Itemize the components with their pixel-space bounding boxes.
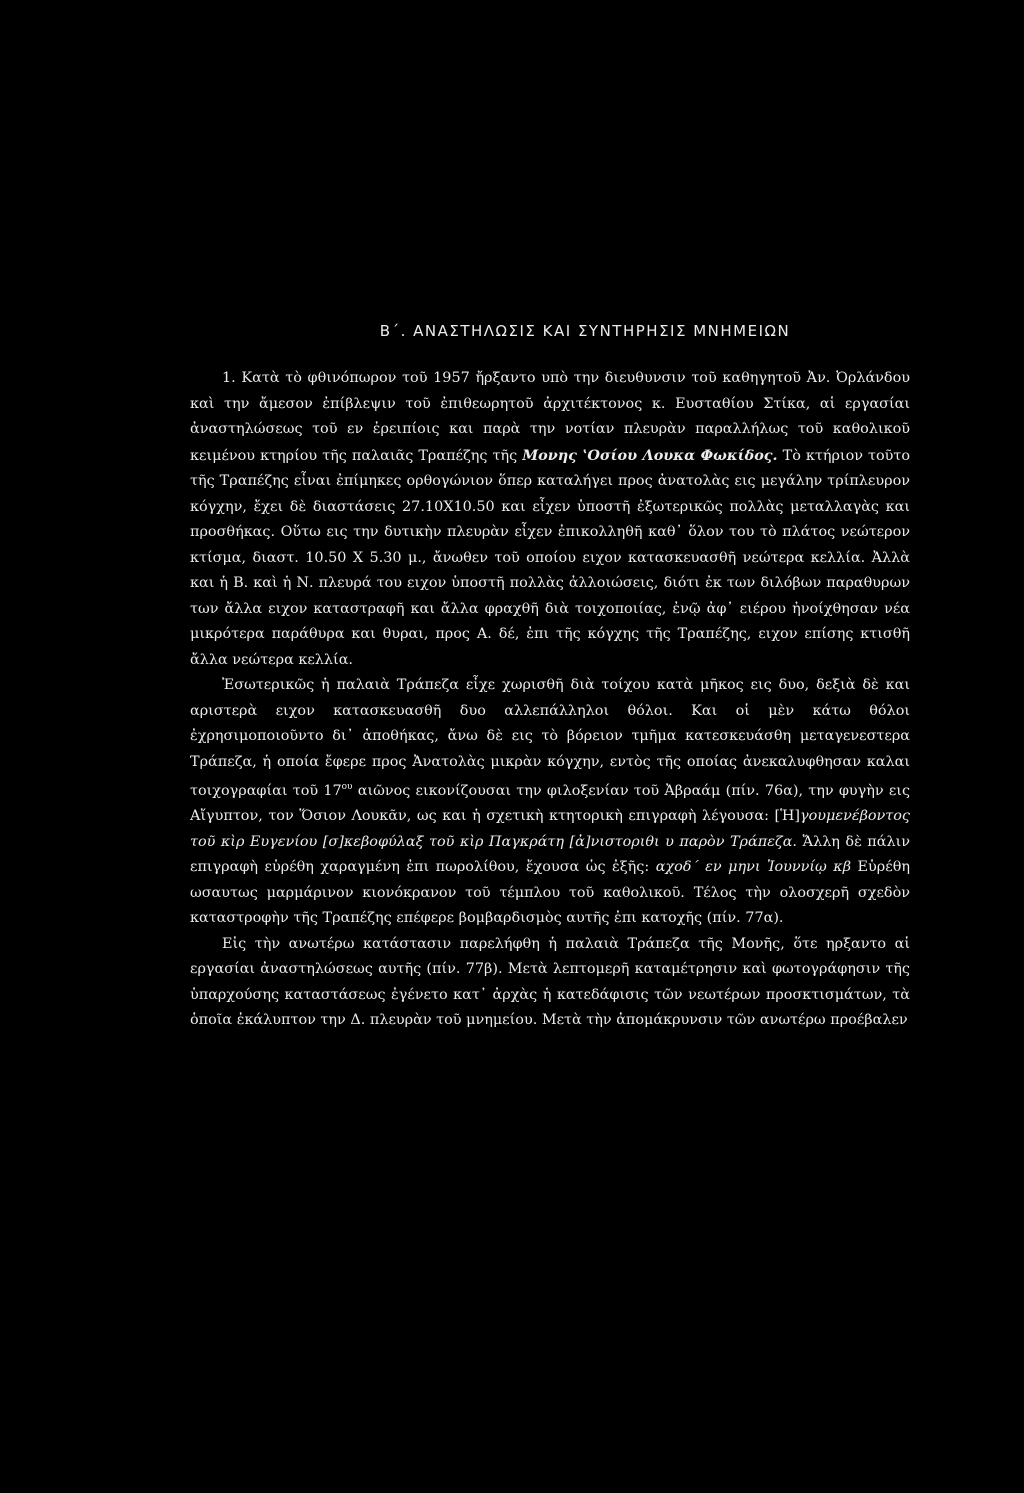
- paragraph-1-text: 1. Κατὰ τὸ φθινόπωρον τοῦ 1957 ἤρξαντο υπὸ την διευθυνσιν τοῦ καθηγητοῦ Ἀν. Ὀρλάνδου καὶ την ἄμεσον ἐπίβλεψιν τοῦ ἐπιθεωρητοῦ ἀρχιτέκτονος κ. Ευσταθίου Στίκα, αἱ εργασίαι ἀναστηλώσεως τοῦ εν ἐρειπίοις και παρὰ την νοτίαν πλευρὰν παραλλήλως τοῦ καθολικοῦ κειμένου κτηρίου τῆς παλαιᾶς Τραπέζης τῆς: [190, 370, 910, 464]
- section-heading: Β΄. ΑΝΑΣΤΗΛΩΣΙΣ ΚΑΙ ΣΥΝΤΗΡΗΣΙΣ ΜΝΗΜΕΙΩΝ: [379, 322, 791, 340]
- paragraph-2-text-cont: αιῶνος εικονίζουσαι την φιλοξενίαν τοῦ Ἀβραάμ (πίν. 76α), την φυγὴν εις Αἴγυπτον, τον Ὅσιον Λουκᾶν, ως και ἡ σχετικὴ κτητορικὴ επιγραφὴ λέγουσα: [Ἡ]: [190, 782, 911, 825]
- paragraph-2-text: Ἐσωτερικῶς ἡ παλαιὰ Τράπεζα εἶχε χωρισθῆ διὰ τοίχου κατὰ μῆκος εις δυο, δεξιὰ δὲ και αριστερὰ ειχον κατασκευασθῆ δυο αλλεπάλληλοι θόλοι. Και οἱ μὲν κάτω θόλοι ἐχρησιμοποιοῦντο δι᾽ ἀποθήκας, ἄνω δὲ εις τὸ βόρειον τμῆμα κατεσκευάσθη μεταγενεστερα Τράπεζα, ἡ οποία ἔφερε προς Ἀνατολὰς μικρὰν κόγχην, εντὸς τῆς οποίας ἀνεκαλυφθησαν καλαι τοιχογραφίαι τοῦ 17: [190, 677, 910, 799]
- paragraph-3: [190, 932, 910, 1034]
- paragraph-1: [190, 366, 910, 673]
- paragraph-2-text-cont-2: Ἄλλη δὲ πάλιν επιγραφὴ εὑρέθη χαραγμένη ἐπι πωρολίθου, ἔχουσα ὡς ἐξῆς:: [190, 833, 910, 876]
- paragraph-1-text-cont: Τὸ κτήριον τοῦτο τῆς Τραπέζης εἶναι ἐπίμηκες ορθογώνιον ὅπερ καταλήγει προς ἀνατολὰς εις μεγάλην τρίπλευρον κόγχην, ἔχει δὲ διαστάσεις 27.10X10.50 και εἶχεν ὑποστῆ ἐξωτερικῶς πολλὰς μεταλλαγὰς και προσθήκας. Οὕτω εις την δυτικὴν πλευρὰν εἶχεν ἐπικολληθῆ καθ᾽ ὅλον του τὸ πλάτος νεώτερον κτίσμα, διαστ. 10.50 X 5.30 μ., ἄνωθεν τοῦ οποίου ειχον κατασκευασθῆ νεώτερα κελλία. Ἀλλὰ και ἡ Β. καὶ ἡ Ν. πλευρά του ειχον ὑποστῆ πολλὰς ἀλλοιώσεις, διότι ἐκ των διλόβων παραθυρων των ἄλλα ειχον καταστραφῆ και ἄλλα φραχθῆ διὰ τοιχοποιίας, ἐνῷ ἀφ᾽ ειέρου ἠνοίχθησαν νέα μικρότερα παράθυρα και θυραι, προς Α. δέ, ἐπι τῆς κόγχης τῆς Τραπέζης, ειχον επίσης κτισθῆ ἄλλα νεώτερα κελλία.: [190, 447, 910, 668]
- inscription-2: αχοδ´ εν μηνι Ἰουννίῳ κβ: [655, 859, 852, 876]
- paragraph-3-text: Εἰς τὴν ανωτέρω κατάστασιν παρελήφθη ἡ παλαιὰ Τράπεζα τῆς Μονῆς, ὅτε ηρξαντο αἱ εργασίαι ἀναστηλώσεως αυτῆς (πίν. 77β). Μετὰ λεπτομερῆ καταμέτρησιν καὶ φωτογράφησιν τῆς ὑπαρχούσης καταστάσεως ἐγένετο κατ᾽ ἀρχὰς ἡ κατεδάφισις τῶν νεωτέρων προσκτισμάτων, τὰ ὁποῖα ἐκάλυπτον την Δ. πλευρὰν τοῦ μνημείου. Μετὰ τὴν ἀπομάκρυνσιν τῶν ανωτέρω προέβαλεν: [190, 935, 910, 1029]
- inscription-1: γουμενέβοντος τοῦ κὶρ Ευγενίου [σ]κεβοφύλαξ τοῦ κὶρ Παγκράτη [ἀ]νιστοριθι υ παρὸν Τράπεζα.: [190, 808, 910, 850]
- paragraph-2-text-cont-3: Εὑρέθη ωσαυτως μαρμάρινον κιονόκρανον τοῦ τέμπλου τοῦ καθολικοῦ. Τέλος τὴν ολοσχερῆ σχεδὸν καταστροφὴν τῆς Τραπέζης επέφερε βομβαρδισμὸς αυτῆς ἐπι κατοχῆς (πίν. 77α).: [190, 859, 910, 927]
- century-superscript: ου: [341, 782, 353, 792]
- monastery-name: Μονης ʽΟσίου Λουκα Φωκίδος.: [522, 446, 778, 464]
- paragraph-2: [190, 673, 910, 932]
- document-page: [190, 322, 910, 1034]
